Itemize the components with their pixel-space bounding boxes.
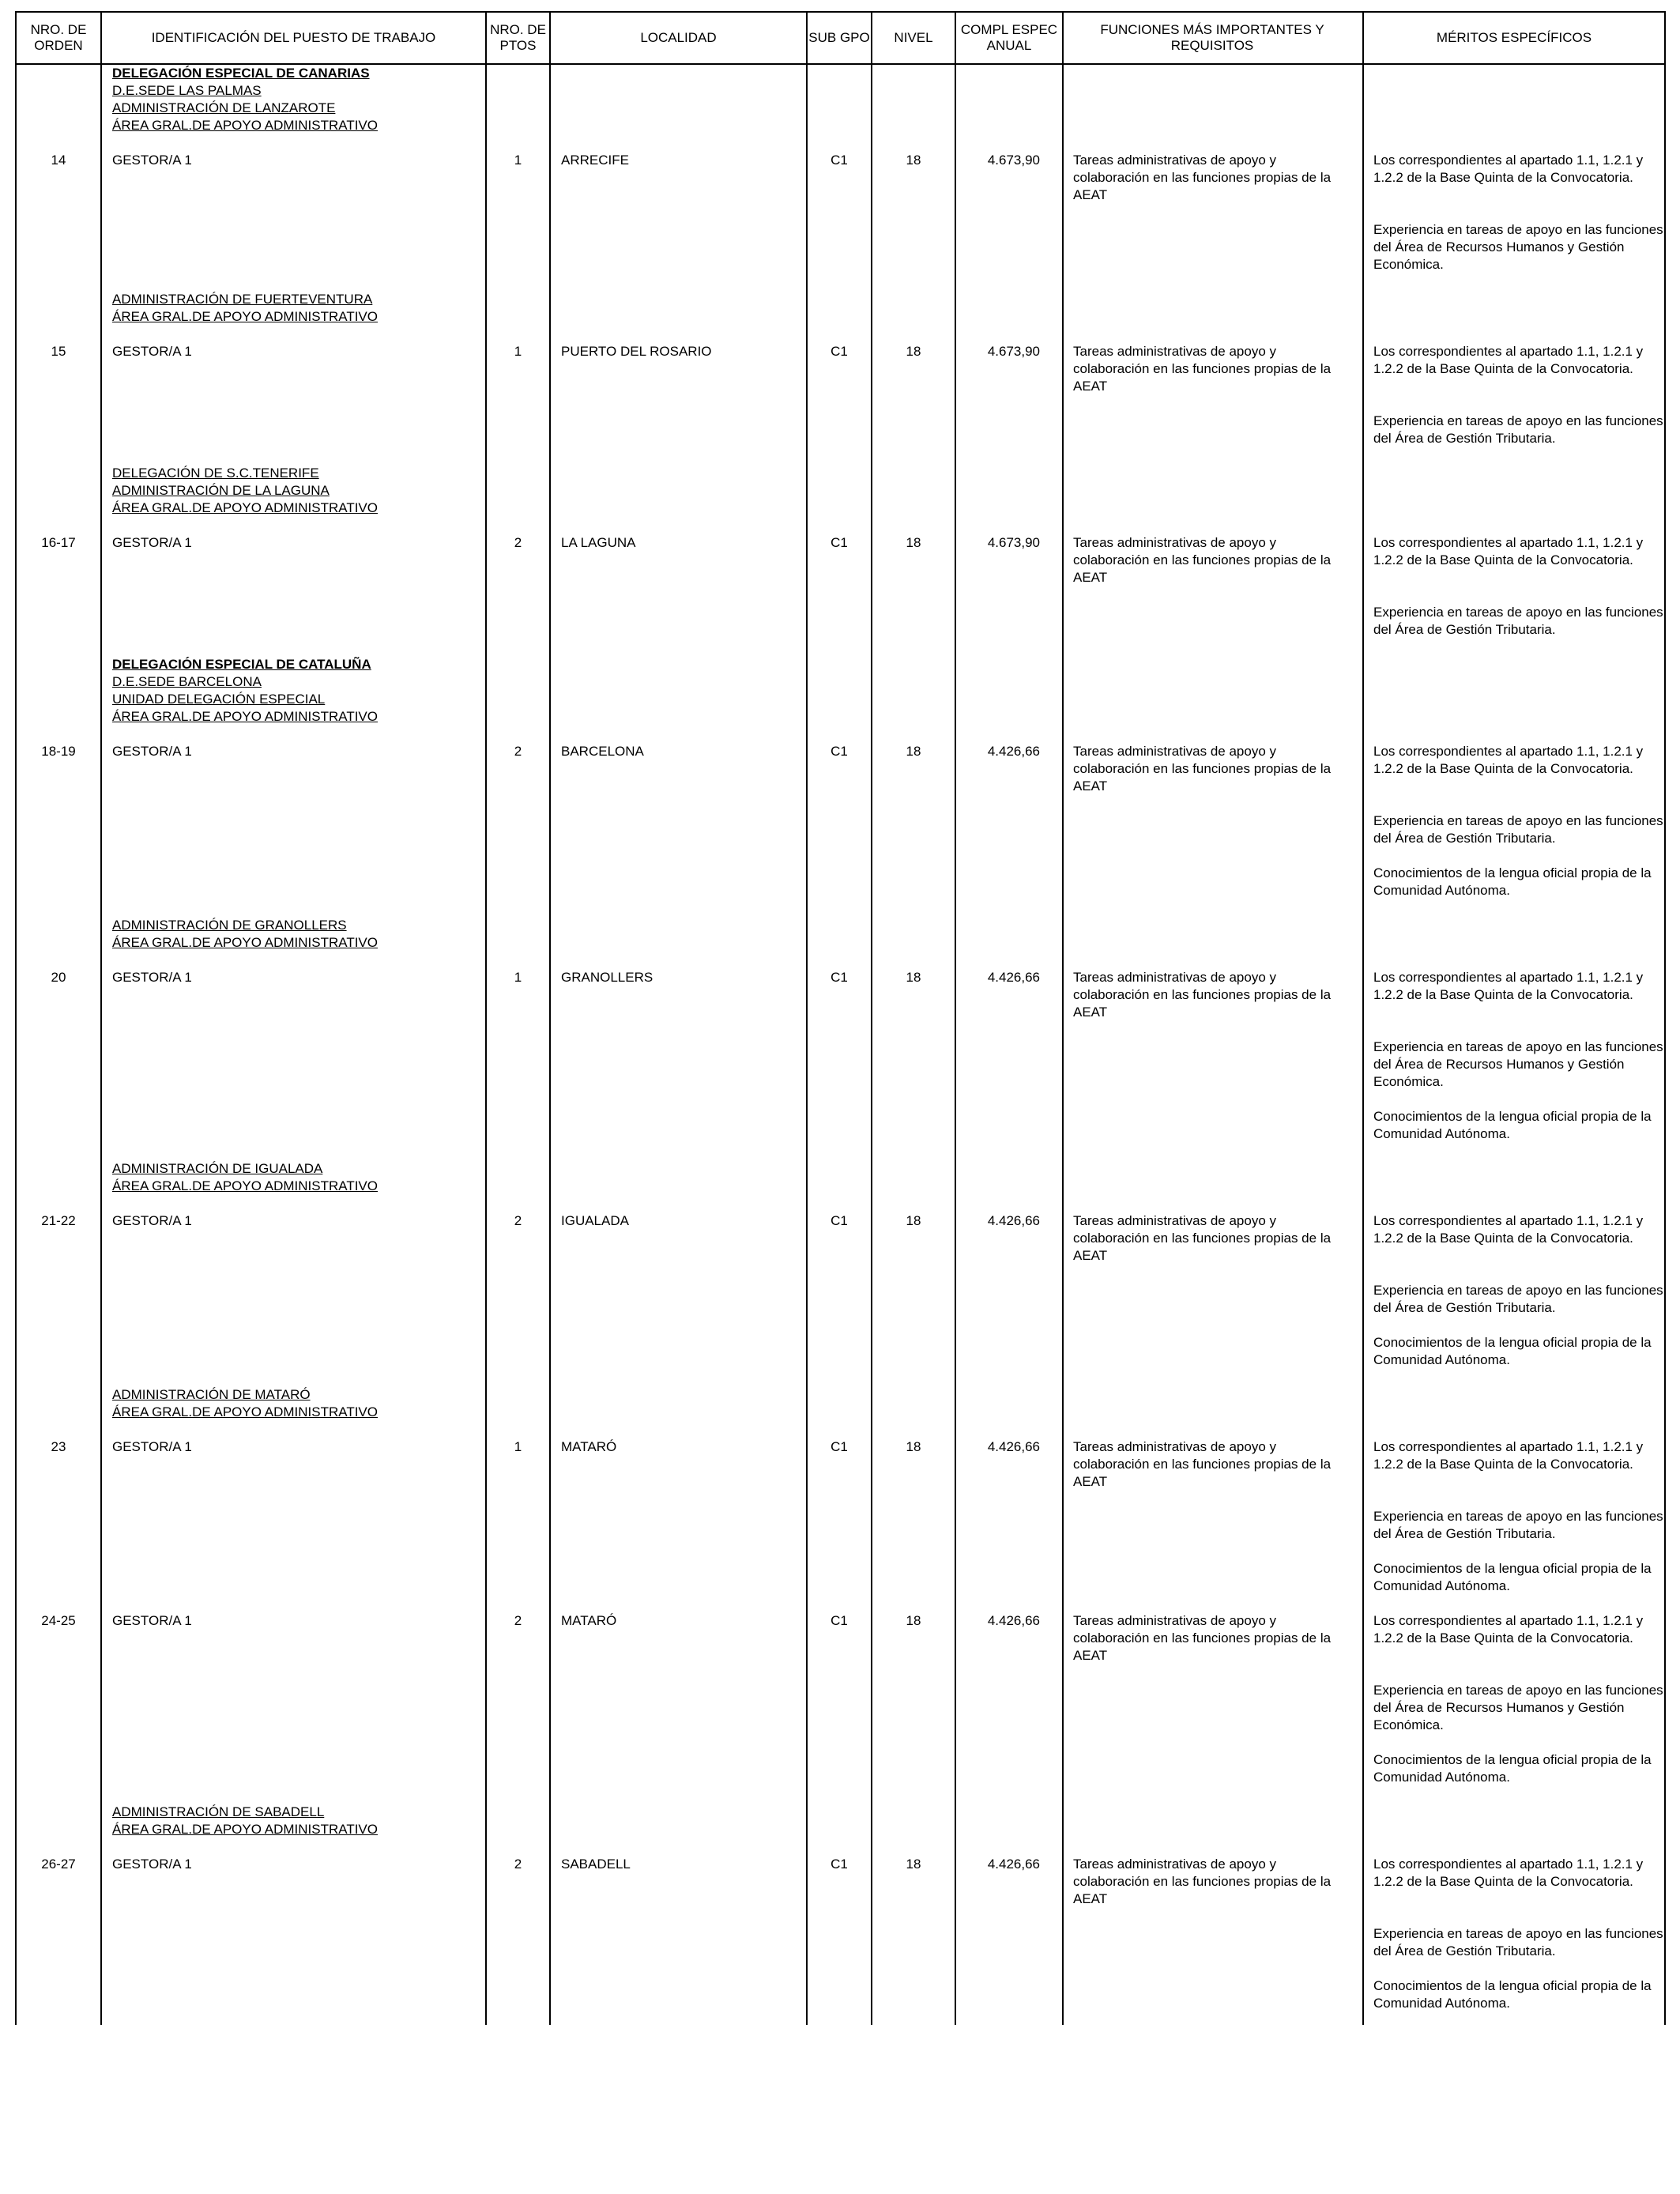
row-puesto: GESTOR/A 1	[112, 970, 192, 985]
row-compl: 4.673,90	[987, 153, 1040, 168]
row-ptos: 1	[514, 1439, 522, 1454]
row-funciones: Tareas administrativas de apoyo y colaboración en las funciones propias de la AEAT	[1073, 1213, 1332, 1263]
row-funciones: Tareas administrativas de apoyo y colaboración en las funciones propias de la AEAT	[1073, 535, 1332, 585]
column-rule	[871, 11, 872, 2025]
row-ptos: 1	[514, 970, 522, 985]
unit-heading: ADMINISTRACIÓN DE SABADELL	[112, 1804, 325, 1819]
row-puesto: GESTOR/A 1	[112, 744, 192, 759]
row-nivel: 18	[906, 1213, 921, 1228]
unit-heading: ÁREA GRAL.DE APOYO ADMINISTRATIVO	[112, 1178, 378, 1193]
row-localidad: PUERTO DEL ROSARIO	[561, 344, 712, 359]
row-merito: Los correspondientes al apartado 1.1, 1.2.1 y 1.2.2 de la Base Quinta de la Convocatoria.	[1373, 344, 1644, 376]
column-rule	[15, 11, 17, 2025]
row-nivel: 18	[906, 1439, 921, 1454]
row-ptos: 2	[514, 1613, 522, 1628]
row-merito: Experiencia en tareas de apoyo en las funciones del Área de Gestión Tributaria.	[1373, 813, 1663, 846]
row-localidad: IGUALADA	[561, 1213, 629, 1228]
row-merito: Conocimientos de la lengua oficial propia de la Comunidad Autónoma.	[1373, 1561, 1652, 1593]
row-funciones: Tareas administrativas de apoyo y colaboración en las funciones propias de la AEAT	[1073, 153, 1332, 202]
row-localidad: GRANOLLERS	[561, 970, 654, 985]
column-rule	[549, 11, 551, 2025]
row-merito: Conocimientos de la lengua oficial propia de la Comunidad Autónoma.	[1373, 1109, 1652, 1141]
row-compl: 4.426,66	[987, 1213, 1040, 1228]
row-subgpo: C1	[831, 1213, 848, 1228]
row-compl: 4.426,66	[987, 1439, 1040, 1454]
row-ptos: 1	[514, 344, 522, 359]
header-orden: NRO. DE ORDEN	[30, 22, 87, 53]
row-ptos: 1	[514, 153, 522, 168]
row-merito: Conocimientos de la lengua oficial propia de la Comunidad Autónoma.	[1373, 865, 1652, 898]
column-rule	[485, 11, 487, 2025]
row-compl: 4.426,66	[987, 744, 1040, 759]
unit-heading: ADMINISTRACIÓN DE LA LAGUNA	[112, 483, 330, 498]
row-merito: Los correspondientes al apartado 1.1, 1.2.1 y 1.2.2 de la Base Quinta de la Convocatoria.	[1373, 153, 1644, 185]
unit-heading: ADMINISTRACIÓN DE LANZAROTE	[112, 100, 336, 115]
row-subgpo: C1	[831, 744, 848, 759]
row-merito: Conocimientos de la lengua oficial propia de la Comunidad Autónoma.	[1373, 1335, 1652, 1367]
header-funciones: FUNCIONES MÁS IMPORTANTES Y REQUISITOS	[1100, 22, 1324, 53]
row-ptos: 2	[514, 1857, 522, 1872]
unit-heading: DELEGACIÓN ESPECIAL DE CATALUÑA	[112, 657, 371, 672]
unit-heading: ÁREA GRAL.DE APOYO ADMINISTRATIVO	[112, 1404, 378, 1419]
header-identificacion: IDENTIFICACIÓN DEL PUESTO DE TRABAJO	[151, 30, 436, 45]
row-merito: Experiencia en tareas de apoyo en las funciones del Área de Recursos Humanos y Gestión Económica.	[1373, 1683, 1663, 1732]
row-compl: 4.673,90	[987, 535, 1040, 550]
row-nivel: 18	[906, 153, 921, 168]
row-merito: Experiencia en tareas de apoyo en las funciones del Área de Recursos Humanos y Gestión Económica.	[1373, 1039, 1663, 1089]
row-funciones: Tareas administrativas de apoyo y colaboración en las funciones propias de la AEAT	[1073, 1857, 1332, 1906]
row-merito: Conocimientos de la lengua oficial propia de la Comunidad Autónoma.	[1373, 1978, 1652, 2011]
row-orden: 21-22	[41, 1213, 76, 1228]
row-orden: 16-17	[41, 535, 76, 550]
row-subgpo: C1	[831, 153, 848, 168]
column-rule	[1362, 11, 1364, 2025]
row-localidad: MATARÓ	[561, 1439, 617, 1454]
row-subgpo: C1	[831, 1857, 848, 1872]
row-funciones: Tareas administrativas de apoyo y colaboración en las funciones propias de la AEAT	[1073, 970, 1332, 1020]
row-subgpo: C1	[831, 535, 848, 550]
row-subgpo: C1	[831, 1439, 848, 1454]
row-funciones: Tareas administrativas de apoyo y colaboración en las funciones propias de la AEAT	[1073, 344, 1332, 394]
unit-heading: UNIDAD DELEGACIÓN ESPECIAL	[112, 692, 326, 707]
row-localidad: SABADELL	[561, 1857, 631, 1872]
unit-heading: D.E.SEDE BARCELONA	[112, 674, 262, 689]
row-ptos: 2	[514, 535, 522, 550]
unit-heading: D.E.SEDE LAS PALMAS	[112, 83, 262, 98]
row-nivel: 18	[906, 1857, 921, 1872]
row-ptos: 2	[514, 1213, 522, 1228]
header-meritos: MÉRITOS ESPECÍFICOS	[1436, 30, 1592, 45]
unit-heading: ÁREA GRAL.DE APOYO ADMINISTRATIVO	[112, 500, 378, 515]
row-orden: 20	[51, 970, 66, 985]
row-puesto: GESTOR/A 1	[112, 153, 192, 168]
row-merito: Los correspondientes al apartado 1.1, 1.2.1 y 1.2.2 de la Base Quinta de la Convocatoria.	[1373, 1213, 1644, 1246]
column-rule	[100, 11, 102, 2025]
row-ptos: 2	[514, 744, 522, 759]
unit-heading: DELEGACIÓN DE S.C.TENERIFE	[112, 466, 319, 481]
row-merito: Los correspondientes al apartado 1.1, 1.2.1 y 1.2.2 de la Base Quinta de la Convocatoria.	[1373, 1857, 1644, 1889]
row-orden: 14	[51, 153, 66, 168]
row-subgpo: C1	[831, 970, 848, 985]
row-nivel: 18	[906, 1613, 921, 1628]
row-nivel: 18	[906, 744, 921, 759]
row-subgpo: C1	[831, 1613, 848, 1628]
unit-heading: ÁREA GRAL.DE APOYO ADMINISTRATIVO	[112, 1822, 378, 1837]
row-merito: Experiencia en tareas de apoyo en las funciones del Área de Gestión Tributaria.	[1373, 1926, 1663, 1958]
row-orden: 18-19	[41, 744, 76, 759]
unit-heading: ÁREA GRAL.DE APOYO ADMINISTRATIVO	[112, 709, 378, 724]
row-puesto: GESTOR/A 1	[112, 1213, 192, 1228]
row-localidad: MATARÓ	[561, 1613, 617, 1628]
row-nivel: 18	[906, 344, 921, 359]
column-rule	[806, 11, 808, 2025]
row-merito: Los correspondientes al apartado 1.1, 1.2.1 y 1.2.2 de la Base Quinta de la Convocatoria.	[1373, 1613, 1644, 1646]
row-merito: Los correspondientes al apartado 1.1, 1.2.1 y 1.2.2 de la Base Quinta de la Convocatoria.	[1373, 1439, 1644, 1472]
row-localidad: LA LAGUNA	[561, 535, 636, 550]
row-funciones: Tareas administrativas de apoyo y colaboración en las funciones propias de la AEAT	[1073, 1613, 1332, 1663]
row-compl: 4.426,66	[987, 1857, 1040, 1872]
row-puesto: GESTOR/A 1	[112, 344, 192, 359]
row-merito: Experiencia en tareas de apoyo en las funciones del Área de Gestión Tributaria.	[1373, 413, 1663, 446]
row-orden: 24-25	[41, 1613, 76, 1628]
header-compl: COMPL ESPEC ANUAL	[960, 22, 1058, 53]
row-puesto: GESTOR/A 1	[112, 1439, 192, 1454]
row-merito: Experiencia en tareas de apoyo en las funciones del Área de Gestión Tributaria.	[1373, 605, 1663, 637]
row-compl: 4.673,90	[987, 344, 1040, 359]
header-ptos: NRO. DE PTOS	[490, 22, 546, 53]
unit-heading: ADMINISTRACIÓN DE MATARÓ	[112, 1387, 311, 1402]
row-puesto: GESTOR/A 1	[112, 1857, 192, 1872]
row-merito: Conocimientos de la lengua oficial propia de la Comunidad Autónoma.	[1373, 1752, 1652, 1785]
row-merito: Experiencia en tareas de apoyo en las funciones del Área de Gestión Tributaria.	[1373, 1509, 1663, 1541]
column-rule	[1062, 11, 1064, 2025]
unit-heading: DELEGACIÓN ESPECIAL DE CANARIAS	[112, 66, 370, 81]
row-orden: 15	[51, 344, 66, 359]
row-funciones: Tareas administrativas de apoyo y colaboración en las funciones propias de la AEAT	[1073, 1439, 1332, 1489]
header-localidad: LOCALIDAD	[640, 30, 717, 45]
row-merito: Los correspondientes al apartado 1.1, 1.2.1 y 1.2.2 de la Base Quinta de la Convocatoria.	[1373, 535, 1644, 567]
row-compl: 4.426,66	[987, 970, 1040, 985]
header-subgpo: SUB GPO	[808, 30, 870, 45]
row-merito: Los correspondientes al apartado 1.1, 1.2.1 y 1.2.2 de la Base Quinta de la Convocatoria.	[1373, 744, 1644, 776]
row-subgpo: C1	[831, 344, 848, 359]
row-funciones: Tareas administrativas de apoyo y colaboración en las funciones propias de la AEAT	[1073, 744, 1332, 794]
row-localidad: BARCELONA	[561, 744, 644, 759]
row-nivel: 18	[906, 535, 921, 550]
unit-heading: ADMINISTRACIÓN DE IGUALADA	[112, 1161, 323, 1176]
row-merito: Experiencia en tareas de apoyo en las funciones del Área de Recursos Humanos y Gestión Económica.	[1373, 222, 1663, 272]
row-localidad: ARRECIFE	[561, 153, 629, 168]
unit-heading: ADMINISTRACIÓN DE GRANOLLERS	[112, 918, 347, 933]
row-puesto: GESTOR/A 1	[112, 1613, 192, 1628]
unit-heading: ADMINISTRACIÓN DE FUERTEVENTURA	[112, 292, 373, 307]
row-orden: 23	[51, 1439, 66, 1454]
header-nivel: NIVEL	[894, 30, 933, 45]
column-rule	[955, 11, 956, 2025]
row-nivel: 18	[906, 970, 921, 985]
row-compl: 4.426,66	[987, 1613, 1040, 1628]
unit-heading: ÁREA GRAL.DE APOYO ADMINISTRATIVO	[112, 309, 378, 324]
unit-heading: ÁREA GRAL.DE APOYO ADMINISTRATIVO	[112, 118, 378, 133]
row-puesto: GESTOR/A 1	[112, 535, 192, 550]
row-orden: 26-27	[41, 1857, 76, 1872]
unit-heading: ÁREA GRAL.DE APOYO ADMINISTRATIVO	[112, 935, 378, 950]
row-merito: Los correspondientes al apartado 1.1, 1.2.1 y 1.2.2 de la Base Quinta de la Convocatoria.	[1373, 970, 1644, 1002]
row-merito: Experiencia en tareas de apoyo en las funciones del Área de Gestión Tributaria.	[1373, 1283, 1663, 1315]
